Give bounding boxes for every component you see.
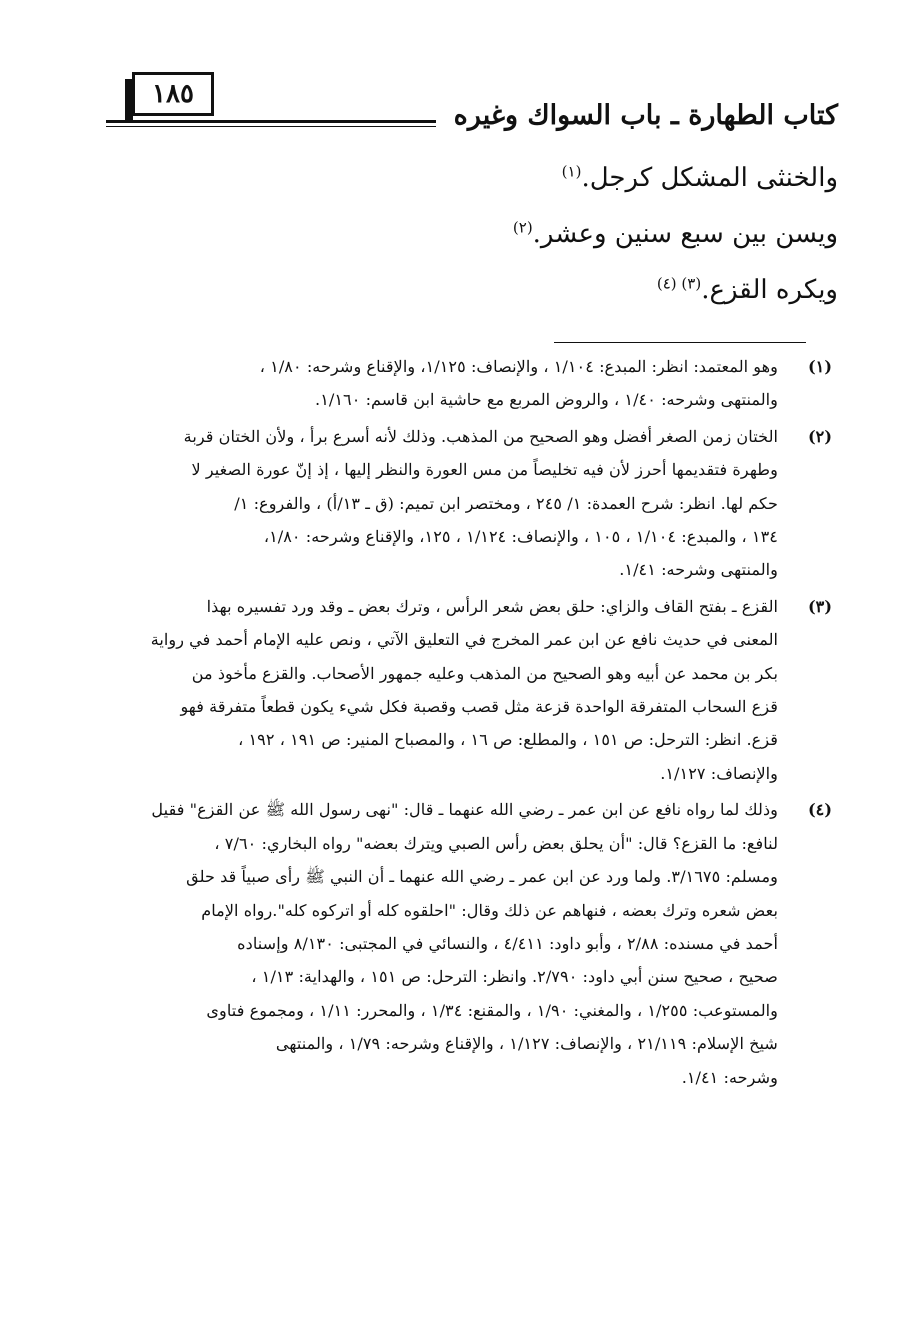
footnote-ref: (١) (561, 162, 582, 181)
footnote-divider (554, 342, 806, 343)
footnote-line: وشرحه: ١/٤١. (681, 1067, 778, 1087)
footnote-line: والمستوعب: ١/٢٥٥ ، والمغني: ١/٩٠ ، والمقنع: ١/٣٤ ، والمحرر: ١/١١ ، ومجموع فتاوى (206, 1000, 778, 1020)
footnote-line: شيخ الإسلام: ٢١/١١٩ ، والإنصاف: ١/١٢٧ ، والإقناع وشرحه: ١/٧٩ ، والمنتهى (275, 1034, 778, 1054)
footnote-ref: (٣) (٤) (656, 274, 702, 293)
main-text (118, 150, 838, 318)
page-number: ١٨٥ (132, 72, 214, 116)
footnote (70, 350, 840, 417)
footnote-line: وذلك لما رواه نافع عن ابن عمر ـ رضي الله عنهما ـ قال: "نهى رسول الله ﷺ عن القزع" فقيل (151, 800, 778, 820)
footnote-line: لنافع: ما القزع؟ قال: "أن يحلق بعض رأس الصبي ويترك بعضه" رواه البخاري: ٧/٦٠ ، (214, 833, 778, 853)
footnote-line: صحيح ، صحيح سنن أبي داود: ٢/٧٩٠. وانظر: الترحل: ص ١٥١ ، والهداية: ١/١٣ ، (251, 967, 778, 987)
footnote-line: القزع ـ بفتح القاف والزاي: حلق بعض شعر الرأس ، وترك بعض ـ وقد ورد تفسيره بهذا (206, 596, 778, 616)
main-text-line (118, 150, 838, 206)
footnote-line: ١٣٤ ، والمبدع: ١/١٠٤ ، ١٠٥ ، والإنصاف: ١/١٢٤ ، ١٢٥، والإقناع وشرحه: ١/٨٠، (263, 527, 778, 547)
footnote-number: (٤) (807, 800, 833, 820)
footnote-line: بكر بن محمد عن أبيه وهو الصحيح من المذهب وعليه جمهور الأصحاب. والقزع مأخوذ من (191, 663, 778, 683)
footnote-line: أحمد في مسنده: ٢/٨٨ ، وأبو داود: ٤/٤١١ ، والنسائي في المجتبى: ٨/١٣٠ وإسناده (237, 933, 778, 953)
footnote-line: والمنتهى وشرحه: ١/٤٠ ، والروض المربع مع حاشية ابن قاسم: ١/١٦٠. (315, 390, 778, 410)
header-rule-thin (106, 126, 436, 127)
main-text-line (118, 262, 838, 318)
footnote-line: بعض شعره وترك بعضه ، فنهاهم عن ذلك وقال: "احلقوه كله أو اتركوه كله".رواه الإمام (201, 900, 778, 920)
footnote (70, 420, 840, 587)
footnote-line: وطهرة فتقديمها أحرز لأن فيه تخليصاً من مس العورة والنظر إليها ، إذ إنّ عورة الصغير لا (191, 460, 778, 480)
footnote-line: والإنصاف: ١/١٢٧. (660, 763, 778, 783)
footnote-number: (٣) (807, 596, 833, 616)
footnote (70, 793, 840, 1094)
main-text-content: ويسن بين سبع سنين وعشر. (532, 219, 838, 249)
footnote-line: الختان زمن الصغر أفضل وهو الصحيح من المذهب. وذلك لأنه أسرع برأ ، ولأن الختان قربة (183, 426, 778, 446)
running-title: كتاب الطهارة ـ باب السواك وغيره (453, 100, 838, 131)
footnote-ref: (٢) (512, 218, 533, 237)
footnote-line: قزع السحاب المتفرقة الواحدة قزعة مثل قصب وقصبة فكل شيء يكون قطعاً متفرقة فهو (180, 697, 778, 717)
footnotes (70, 350, 840, 1097)
main-text-content: والخنثى المشكل كرجل. (581, 163, 838, 193)
footnote-line: ومسلم: ٣/١٦٧٥. ولما ورد عن ابن عمر ـ رضي الله عنهما ـ أن النبي ﷺ رأى صبياً قد حلق (186, 867, 778, 887)
footnote-line: قزع. انظر: الترحل: ص ١٥١ ، والمطلع: ص ١٦ ، والمصباح المنير: ص ١٩١ ، ١٩٢ ، (238, 730, 778, 750)
footnote-line: حكم لها. انظر: شرح العمدة: ١/ ٢٤٥ ، ومختصر ابن تميم: (ق ـ ١٣/أ) ، والفروع: ١/ (234, 493, 778, 513)
footnote-line: والمنتهى وشرحه: ١/٤١. (619, 560, 778, 580)
footnote-number: (٢) (807, 426, 833, 446)
header-rule (106, 120, 436, 123)
footnote-line: وهو المعتمد: انظر: المبدع: ١/١٠٤ ، والإنصاف: ١/١٢٥، والإقناع وشرحه: ١/٨٠ ، (259, 357, 778, 376)
footnote (70, 590, 840, 790)
main-text-content: ويكره القزع. (701, 275, 838, 305)
main-text-line (118, 206, 838, 262)
footnote-number: (١) (807, 357, 833, 376)
footnote-line: المعنى في حديث نافع عن ابن عمر المخرج في التعليق الآتي ، ونص عليه الإمام أحمد في رواية (150, 630, 778, 650)
